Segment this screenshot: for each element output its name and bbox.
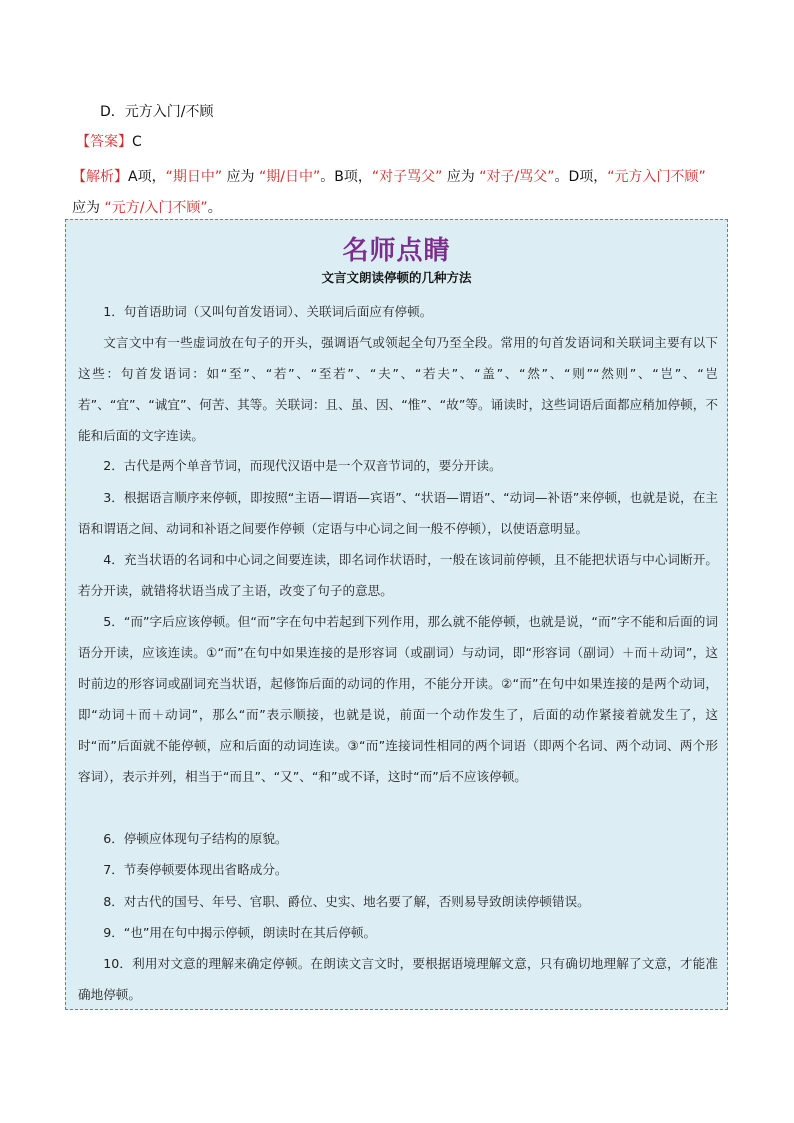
analysis-quote-2: “期/日中” [259, 169, 321, 185]
analysis-quote-3: “对子骂父” [371, 169, 443, 185]
answer-tag: 【答案】 [76, 134, 132, 150]
analysis-quote-6: “元方/入门不顾” [104, 200, 208, 216]
note-paragraph-4: 3．根据语言顺序来停顿，即按照“主语—谓语—宾语”、“状语—谓语”、“动词—补语”来停顿，也就是说，在主语和谓语之间、动词和补语之间要作停顿（定语与中心词之间一般不停顿），以使语意明显。 [78, 490, 718, 536]
analysis-text-1: A项， [128, 169, 166, 185]
note-title: 名师点睛 [342, 236, 451, 266]
analysis-text-3: 。B项， [320, 169, 372, 185]
note-paragraph-2: 文言文中有一些虚词放在句子的开头，强调语气或领起全句乃至全段。常用的句首发语词和关联词主要有以下这些：句首发语词：如“至”、“若”、“至若”、“夫”、“若夫”、“盖”、“然”、“则”“然则”、“岂”、“岂若”、“宜”、“诚宜”、何苦、其等。关联词：且、虽、因、“惟”、“故”等。诵读时，这些词语后面都应稍加停顿，不能和后面的文字连读。 [78, 335, 718, 443]
analysis-text-2: 应为 [222, 169, 259, 185]
analysis-quote-5: “元方入门不顾” [607, 169, 706, 185]
teacher-tip-box [65, 219, 728, 1010]
analysis-paragraph [72, 162, 732, 224]
option-d: D．元方入门/不顾 [100, 104, 214, 120]
note-paragraph-11: 10．利用对文意的理解来确定停顿。在朗读文言文时，要根据语境理解文意，只有确切地理解了文意，才能准确地停顿。 [78, 956, 718, 1002]
analysis-text-4: 应为 [442, 169, 480, 185]
note-subtitle: 文言文朗读停顿的几种方法 [321, 270, 472, 285]
note-paragraph-7: 6．停顿应体现句子结构的原貌。 [103, 831, 288, 846]
analysis-quote-4: “对子/骂父” [479, 169, 555, 185]
note-paragraph-8: 7．节奏停顿要体现出省略成分。 [103, 862, 288, 877]
analysis-text-7: 。 [207, 200, 222, 216]
analysis-text-6: 应为 [72, 200, 105, 216]
note-paragraph-6: 5．“而”字后应该停顿。但“而”字在句中若起到下列作用，那么就不能停顿，也就是说，“而”字不能和后面的词语分开读，应该连读。①“而”在句中如果连接的是形容词（或副词）与动词，即“形容词（副词）＋而＋动词”，这时前边的形容词或副词充当状语，起修饰后面的动词的作用，不能分开读。②“而”在句中如果连接的是两个动词，即“动词＋而＋动词”，那么“而”表示顺接，也就是说，前面一个动作发生了，后面的动作紧接着就发生了，这时“而”后面就不能停顿，应和后面的动词连读。③“而”连接词性相同的两个词语（即两个名词、两个动词、两个形容词），表示并列，相当于“而且”、“又”、“和”或不译，这时“而”后不应该停顿。 [78, 614, 718, 784]
answer-line [76, 131, 142, 151]
analysis-text-5: 。D项， [554, 169, 608, 185]
note-paragraph-5: 4．充当状语的名词和中心词之间要连读，即名词作状语时，一般在该词前停顿，且不能把状语与中心词断开。若分开读，就错将状语当成了主语，改变了句子的意思。 [78, 552, 718, 598]
analysis-tag: 【解析】 [72, 169, 128, 185]
note-paragraph-9: 8．对古代的国号、年号、官职、爵位、史实、地名要了解，否则易导致朗读停顿错误。 [103, 894, 590, 909]
note-paragraph-3: 2．古代是两个单音节词，而现代汉语中是一个双音节词的，要分开读。 [103, 458, 502, 473]
note-paragraph-10: 9．“也”用在句中揭示停顿，朗读时在其后停顿。 [103, 925, 377, 940]
answer-value: C [132, 134, 142, 150]
note-paragraph-1: 1．句首语助词（又叫句首发语词）、关联词后面应有停顿。 [103, 304, 433, 319]
analysis-quote-1: “期日中” [165, 169, 223, 185]
